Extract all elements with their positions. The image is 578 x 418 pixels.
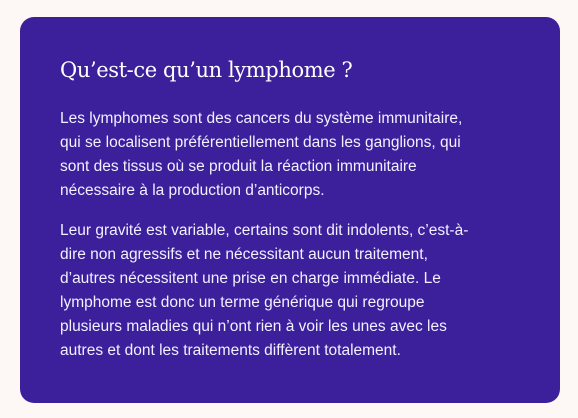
card-title: Qu’est-ce qu’un lymphome ? (60, 58, 353, 82)
card-paragraph-definition: Les lymphomes sont des cancers du système immunitaire, qui se localisent préférentiellement dans les ganglions, qui sont des tissus où se produit la réaction immunitaire nécessaire à la production d’anticorps. (60, 110, 463, 199)
card-paragraph-severity: Leur gravité est variable, certains sont dit indolents, c’est-à- dire non agressifs et ne nécessitant aucun traitement, d’autres nécessitent une prise en charge immédiate. Le lymphome est donc un terme générique qui regroupe plusieurs maladies qui n’ont rien à voir les unes avec les autres et dont les traitements diffèrent totalement. (60, 222, 469, 359)
info-card (20, 17, 560, 403)
